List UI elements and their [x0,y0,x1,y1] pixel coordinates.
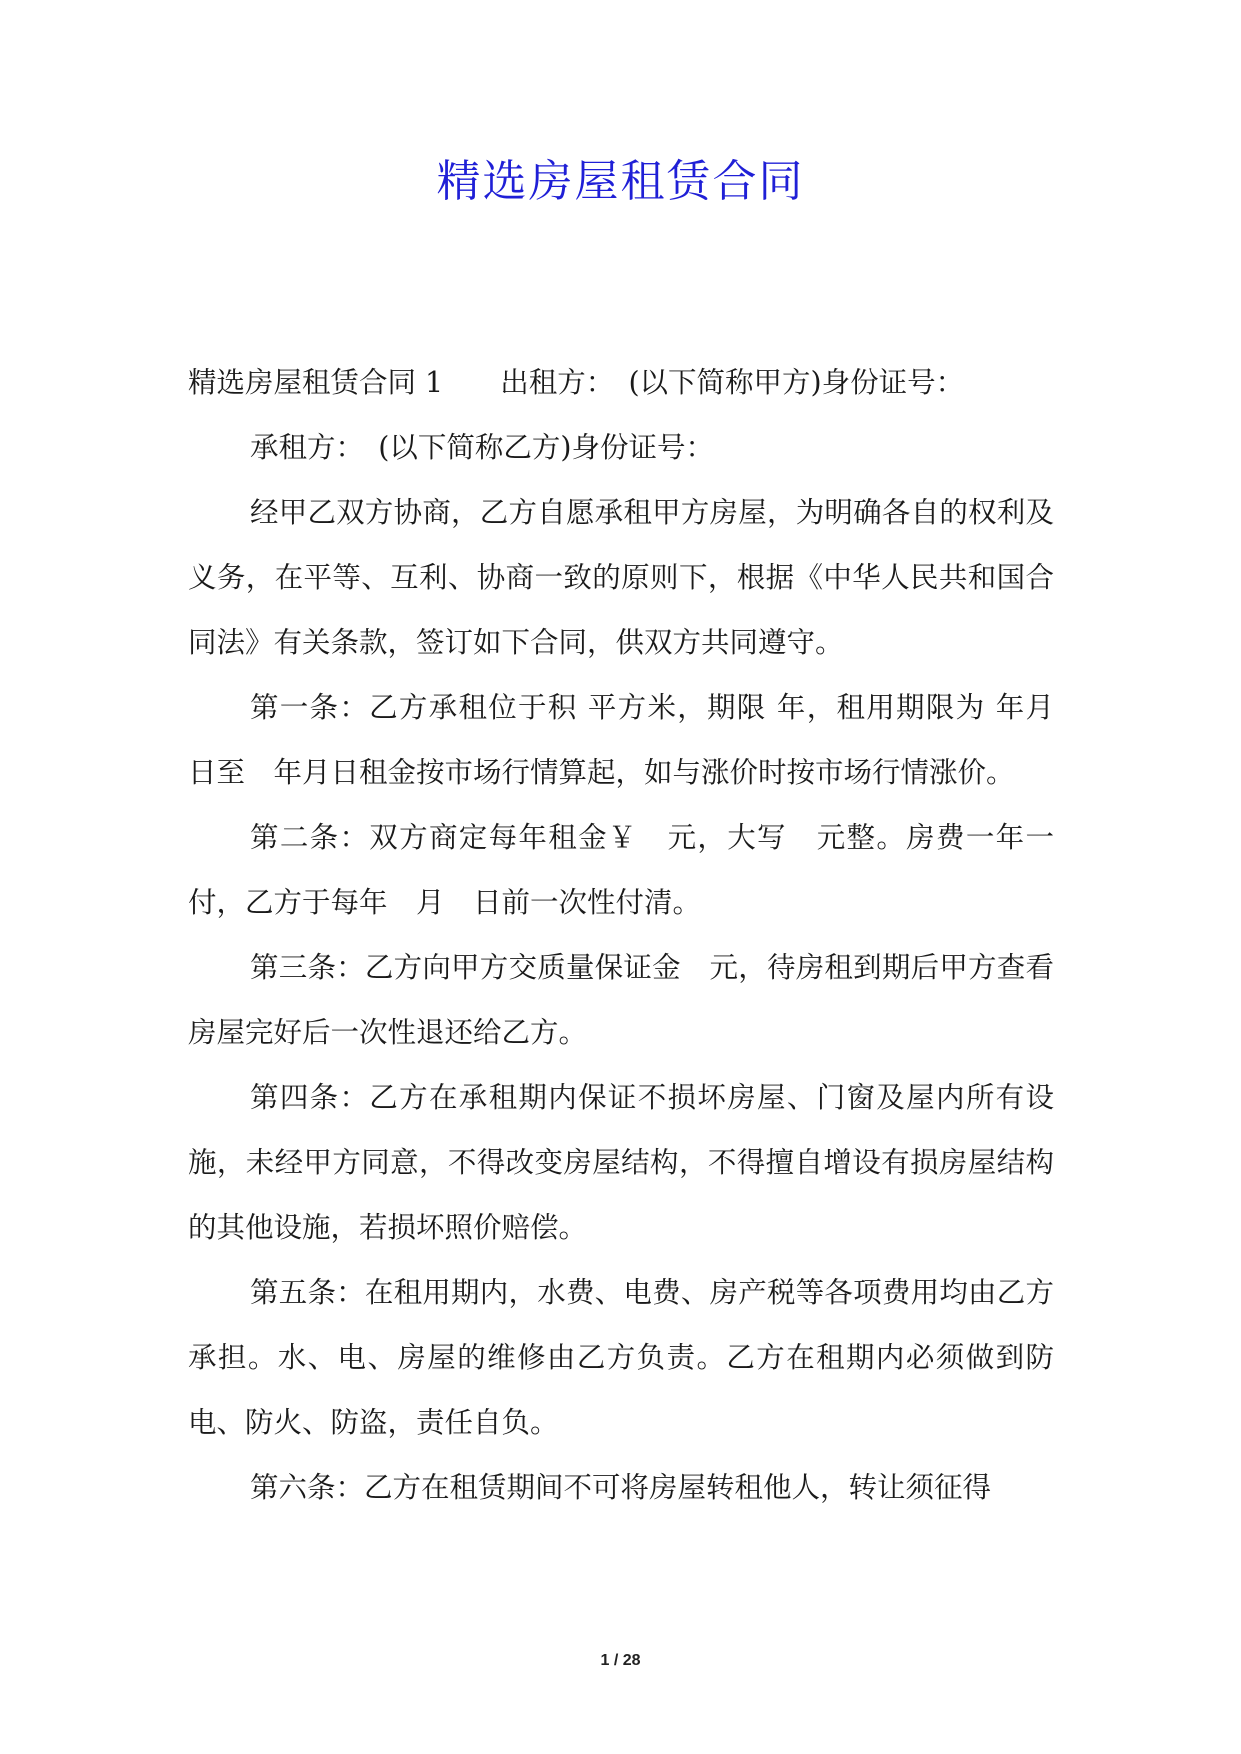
paragraph-article-4: 第四条：乙方在承租期内保证不损坏房屋、门窗及屋内所有设施，未经甲方同意，不得改变房屋结构，不得擅自增设有损房屋结构的其他设施，若损坏照价赔偿。 [188,1081,1054,1244]
paragraph-parties-lessee: 承租方： (以下简称乙方)身份证号： [250,431,714,464]
paragraph-parties-lessor: 精选房屋租赁合同 1 出租方： (以下简称甲方)身份证号： [188,366,965,399]
paragraph-article-2: 第二条：双方商定每年租金￥ 元，大写 元整。房费一年一付，乙方于每年 月 日前一次性付清。 [188,821,1054,919]
paragraph-preamble: 经甲乙双方协商，乙方自愿承租甲方房屋，为明确各自的权利及义务，在平等、互利、协商一致的原则下，根据《中华人民共和国合同法》有关条款，签订如下合同，供双方共同遵守。 [188,496,1054,659]
document-title: 精选房屋租赁合同 [436,156,805,207]
paragraph-article-5: 第五条：在租用期内，水费、电费、房产税等各项费用均由乙方承担。水、电、房屋的维修由乙方负责。乙方在租期内必须做到防电、防火、防盗，责任自负。 [188,1276,1054,1439]
paragraph-article-6: 第六条：乙方在租赁期间不可将房屋转租他人，转让须征得 [250,1471,992,1504]
page-number: 1 / 28 [600,1652,641,1669]
paragraph-article-1: 第一条：乙方承租位于积 平方米，期限 年，租用期限为 年月 日至 年月日租金按市场行情算起，如与涨价时按市场行情涨价。 [188,691,1083,789]
document-body [188,350,1083,1520]
paragraph-article-3: 第三条：乙方向甲方交质量保证金 元，待房租到期后甲方查看房屋完好后一次性退还给乙方。 [188,951,1054,1049]
